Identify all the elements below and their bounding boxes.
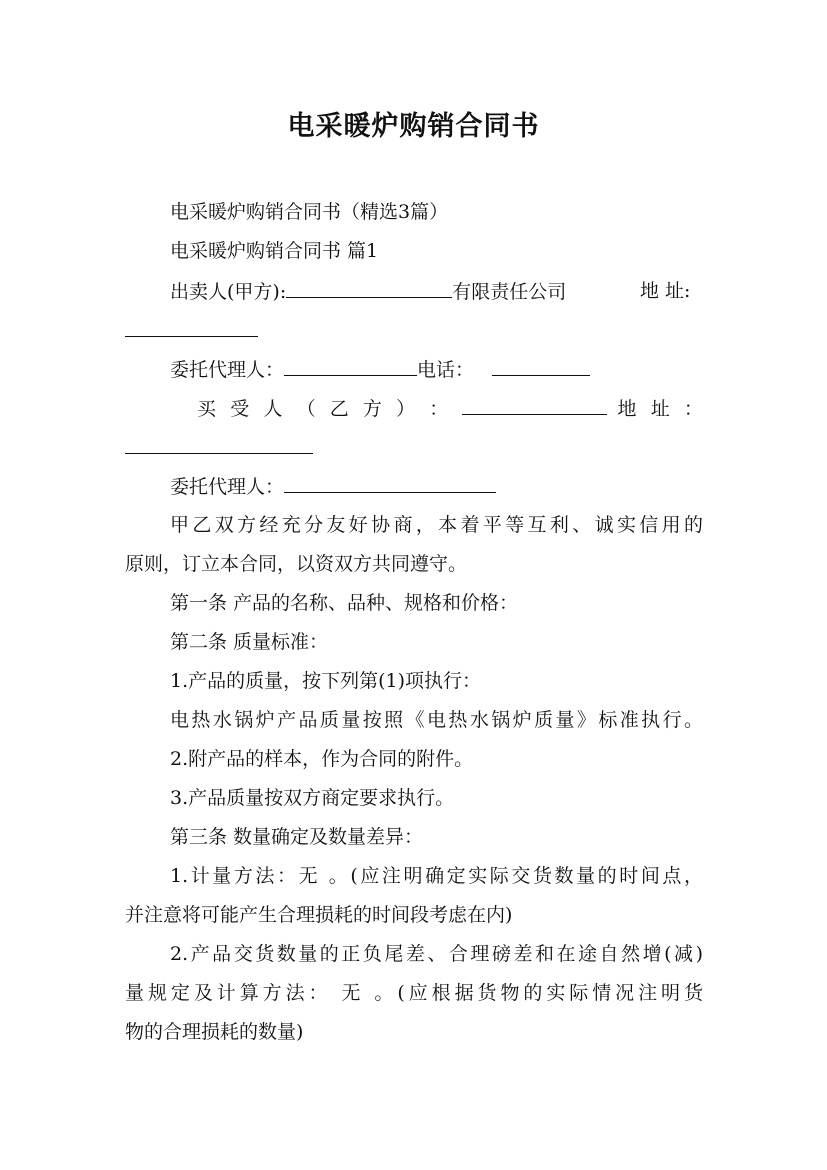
buyer-char: 受 (230, 398, 254, 420)
agent1-blank (284, 357, 417, 376)
buyer-address-blank (125, 435, 313, 454)
seller-name-blank (286, 279, 452, 298)
article-heading: 第三条 数量确定及数量差异： (170, 826, 424, 848)
clause-line: 1.产品的质量，按下列第(1)项执行： (170, 670, 482, 692)
section-heading: 电采暖炉购销合同书 篇1 (170, 240, 379, 262)
seller-address-label: 地 址: (640, 280, 691, 302)
buyer-line (125, 396, 703, 421)
buyer-name-blank (462, 396, 607, 415)
buyer-address-blank-line (125, 435, 313, 460)
article-heading: 第一条 产品的名称、品种、规格和价格： (170, 592, 519, 614)
agent1-line (170, 357, 590, 382)
clause-line: 物的合理损耗的数量) (125, 1021, 304, 1043)
clause-line: 2.附产品的样本，作为合同的附件。 (170, 748, 474, 770)
article-heading: 第二条 质量标准： (170, 631, 329, 653)
phone-label: 电话： (417, 359, 475, 381)
agent1-label: 委托代理人： (170, 359, 285, 381)
buyer-char: ： (429, 398, 453, 420)
buyer-char: 人 (263, 398, 287, 420)
buyer-addr-char: 址 (650, 398, 674, 420)
buyer-char: 方 (362, 398, 386, 420)
seller-address-blank (125, 318, 258, 337)
subtitle-line: 电采暖炉购销合同书（精选3篇） (170, 201, 449, 223)
buyer-char: ） (396, 398, 420, 420)
document-title: 电采暖炉购销合同书 (287, 111, 540, 142)
clause-line: 并注意将可能产生合理损耗的时间段考虑在内) (125, 904, 513, 926)
seller-line (170, 279, 566, 304)
phone-blank (492, 357, 590, 376)
buyer-addr-char: 地 (617, 398, 641, 420)
clause-line: 2.产品交货数量的正负尾差、合理磅差和在途自然增(减) (170, 943, 703, 965)
seller-label: 出卖人(甲方): (170, 281, 287, 303)
buyer-char: 乙 (329, 398, 353, 420)
clause-line: 1.计量方法：无 。(应注明确定实际交货数量的时间点， (170, 865, 703, 887)
buyer-char: （ (296, 398, 320, 420)
clause-line: 3.产品质量按双方商定要求执行。 (170, 787, 455, 809)
paragraph-line: 原则，订立本合同，以资双方共同遵守。 (125, 553, 468, 575)
agent2-label: 委托代理人： (170, 476, 285, 498)
clause-line: 量规定及计算方法： 无 。(应根据货物的实际情况注明货 (125, 982, 703, 1004)
agent2-blank (284, 474, 496, 493)
buyer-addr-char: ： (683, 398, 703, 420)
agent2-line (170, 474, 496, 499)
seller-suffix: 有限责任公司 (452, 281, 567, 303)
seller-address-blank-line (125, 318, 258, 343)
clause-line: 电热水锅炉产品质量按照《电热水锅炉质量》标准执行。 (170, 709, 703, 731)
buyer-char: 买 (193, 398, 221, 420)
paragraph-line: 甲乙双方经充分友好协商，本着平等互利、诚实信用的 (170, 514, 703, 536)
